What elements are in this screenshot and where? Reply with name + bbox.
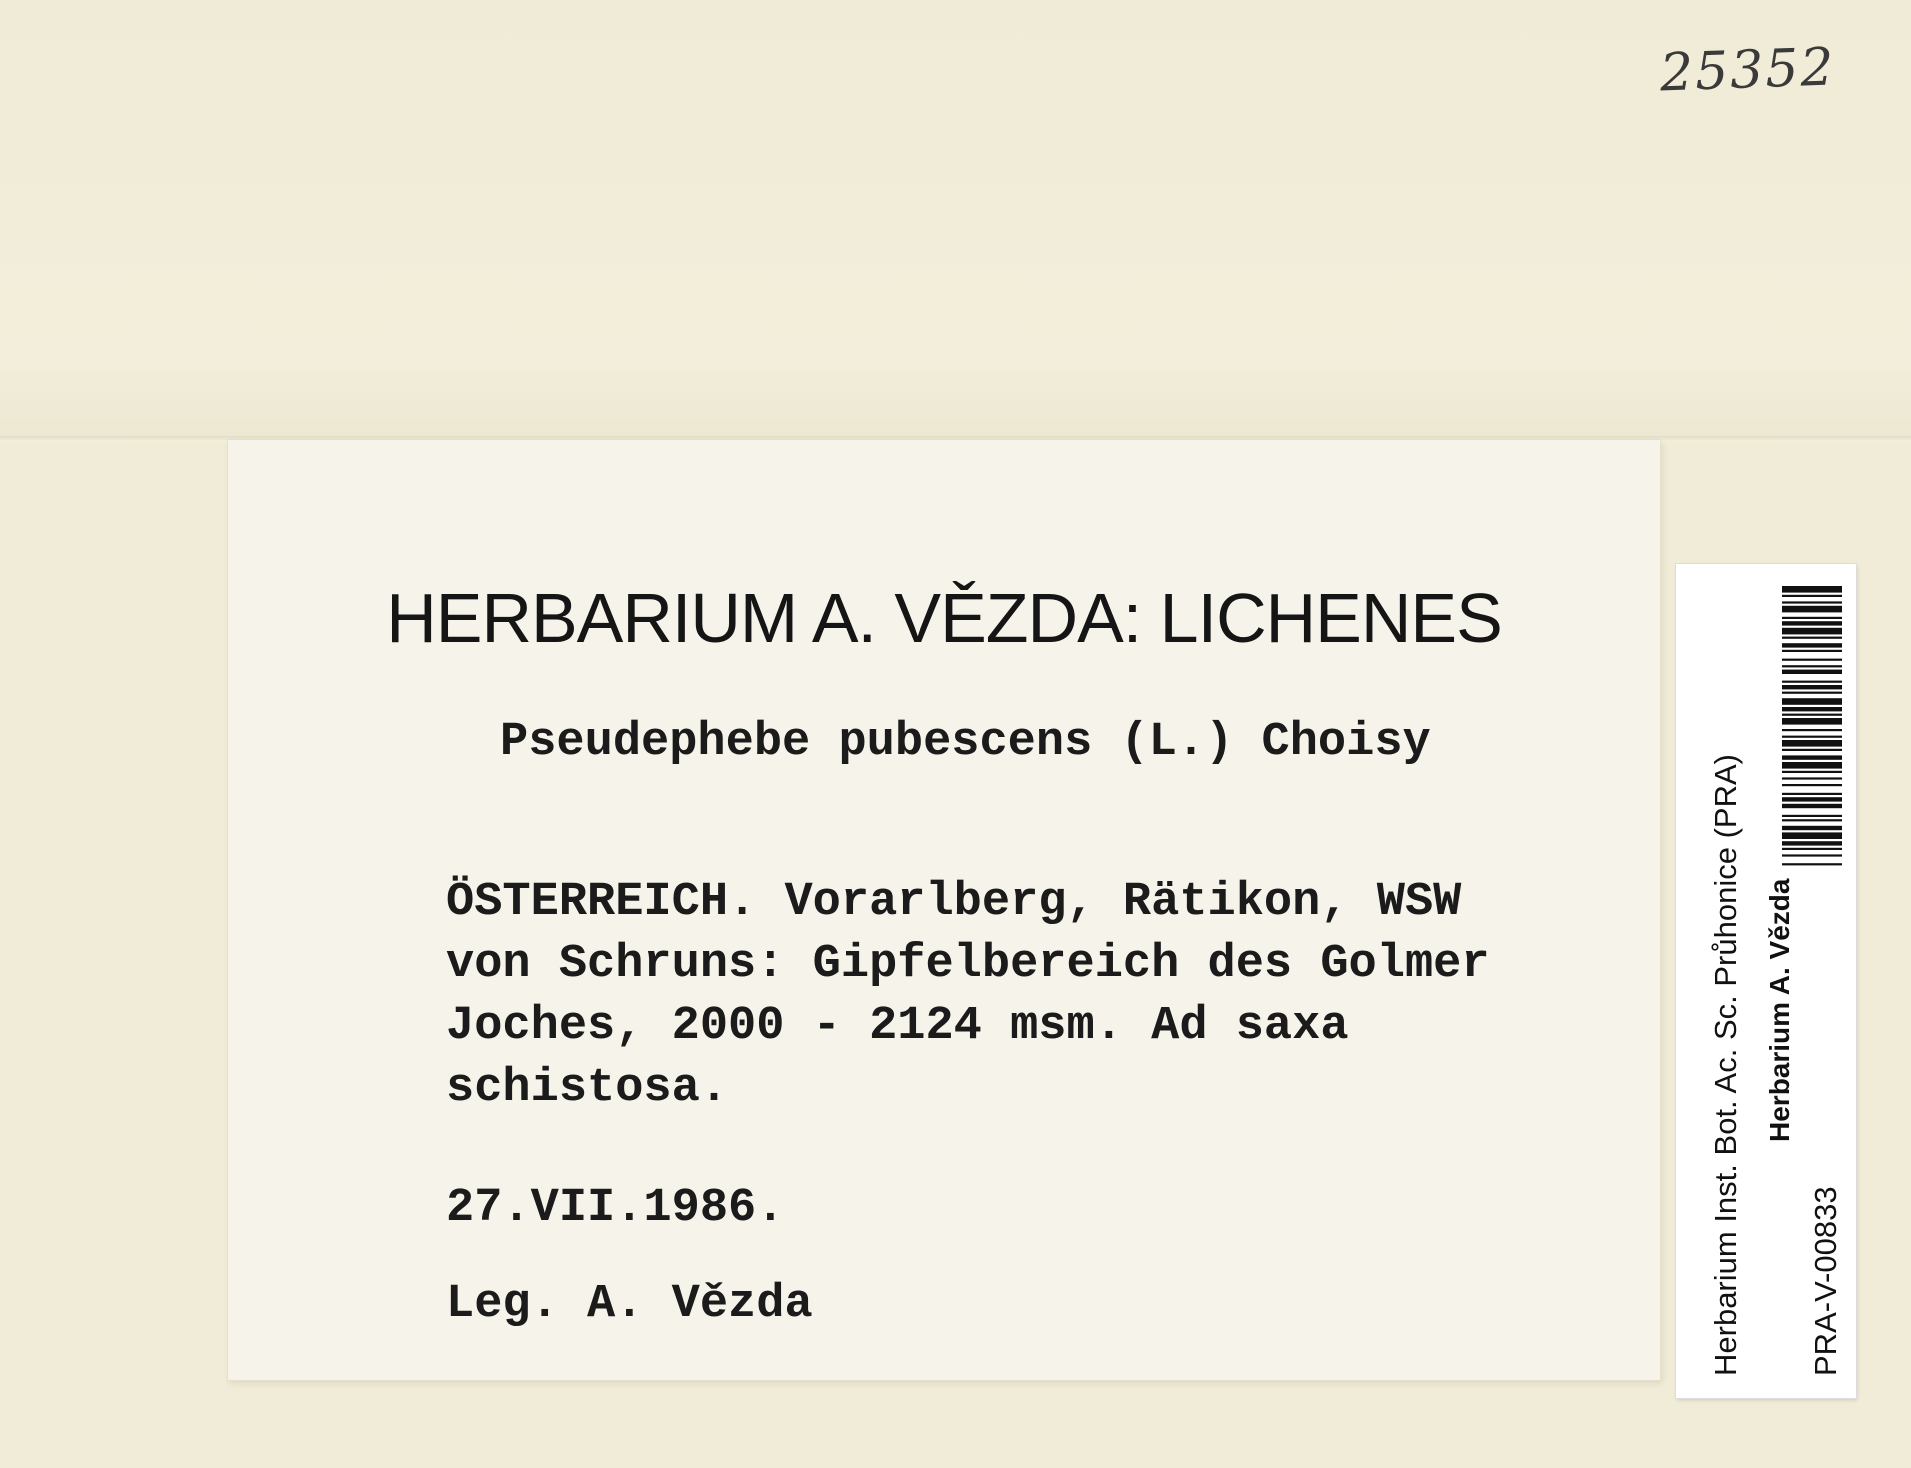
locality-line: ÖSTERREICH. Vorarlberg, Rätikon, WSW <box>446 876 1462 929</box>
barcode-bar <box>1782 681 1842 683</box>
barcode-bar <box>1782 670 1842 674</box>
barcode-bar <box>1782 718 1842 725</box>
locality-text <box>446 872 1490 1120</box>
barcode-bar <box>1782 797 1842 801</box>
catalog-number: PRA-V-00833 <box>1808 1186 1843 1376</box>
barcode-bar <box>1782 617 1842 619</box>
barcode-bar <box>1782 643 1842 647</box>
barcode-bar <box>1782 832 1842 839</box>
collector: Leg. A. Vězda <box>446 1278 813 1331</box>
herbarium-name: Herbarium A. Vězda <box>1764 878 1795 1142</box>
barcode-bar <box>1782 637 1842 639</box>
barcode-bar <box>1782 755 1842 759</box>
institution-text: Herbarium Inst. Bot. Ac. Sc. Průhonice (PRA) <box>1708 754 1743 1376</box>
herbarium-sheet-top <box>0 0 1911 440</box>
barcode-bar <box>1782 777 1842 779</box>
barcode-bar <box>1782 628 1842 635</box>
barcode-bar <box>1782 586 1842 593</box>
barcode-bar <box>1782 749 1842 751</box>
specimen-label <box>228 440 1660 1380</box>
barcode-label <box>1676 564 1856 1398</box>
barcode-bar <box>1782 740 1842 747</box>
barcode-bar <box>1782 804 1842 808</box>
barcode-bar <box>1782 606 1842 613</box>
barcode-bar <box>1782 762 1842 769</box>
barcode-bar <box>1782 784 1842 786</box>
barcode-bar <box>1782 621 1842 625</box>
barcode-bar <box>1782 815 1842 817</box>
barcode-bar <box>1782 650 1842 652</box>
barcode-icon <box>1782 586 1842 1086</box>
handwritten-sheet-number: 25352 <box>1659 37 1837 104</box>
barcode-bar <box>1782 819 1842 821</box>
barcode-bar <box>1782 848 1842 850</box>
barcode-bar <box>1782 793 1842 795</box>
barcode-bar <box>1782 595 1842 597</box>
barcode-bar <box>1782 841 1842 845</box>
barcode-bar <box>1782 665 1842 667</box>
barcode-bar <box>1782 685 1842 689</box>
barcode-bar <box>1782 692 1842 694</box>
taxon-name: Pseudephebe pubescens (L.) Choisy <box>500 716 1431 769</box>
barcode-bar <box>1782 826 1842 830</box>
barcode-bar <box>1782 659 1842 661</box>
barcode-bar <box>1782 863 1842 865</box>
barcode-bar <box>1782 736 1842 738</box>
locality-line: von Schruns: Gipfelbereich des Golmer <box>446 938 1490 991</box>
barcode-bar <box>1782 698 1842 705</box>
barcode-bar <box>1782 707 1842 711</box>
label-title: HERBARIUM A. VĚZDA: LICHENES <box>386 579 1502 657</box>
barcode-bar <box>1782 601 1842 603</box>
barcode-bar <box>1782 771 1842 773</box>
barcode-bar <box>1782 729 1842 731</box>
locality-line: schistosa. <box>446 1062 729 1115</box>
collection-date: 27.VII.1986. <box>446 1182 785 1235</box>
locality-line: Joches, 2000 - 2124 msm. Ad saxa <box>446 1000 1349 1053</box>
barcode-bar <box>1782 854 1842 856</box>
barcode-bar <box>1782 714 1842 716</box>
